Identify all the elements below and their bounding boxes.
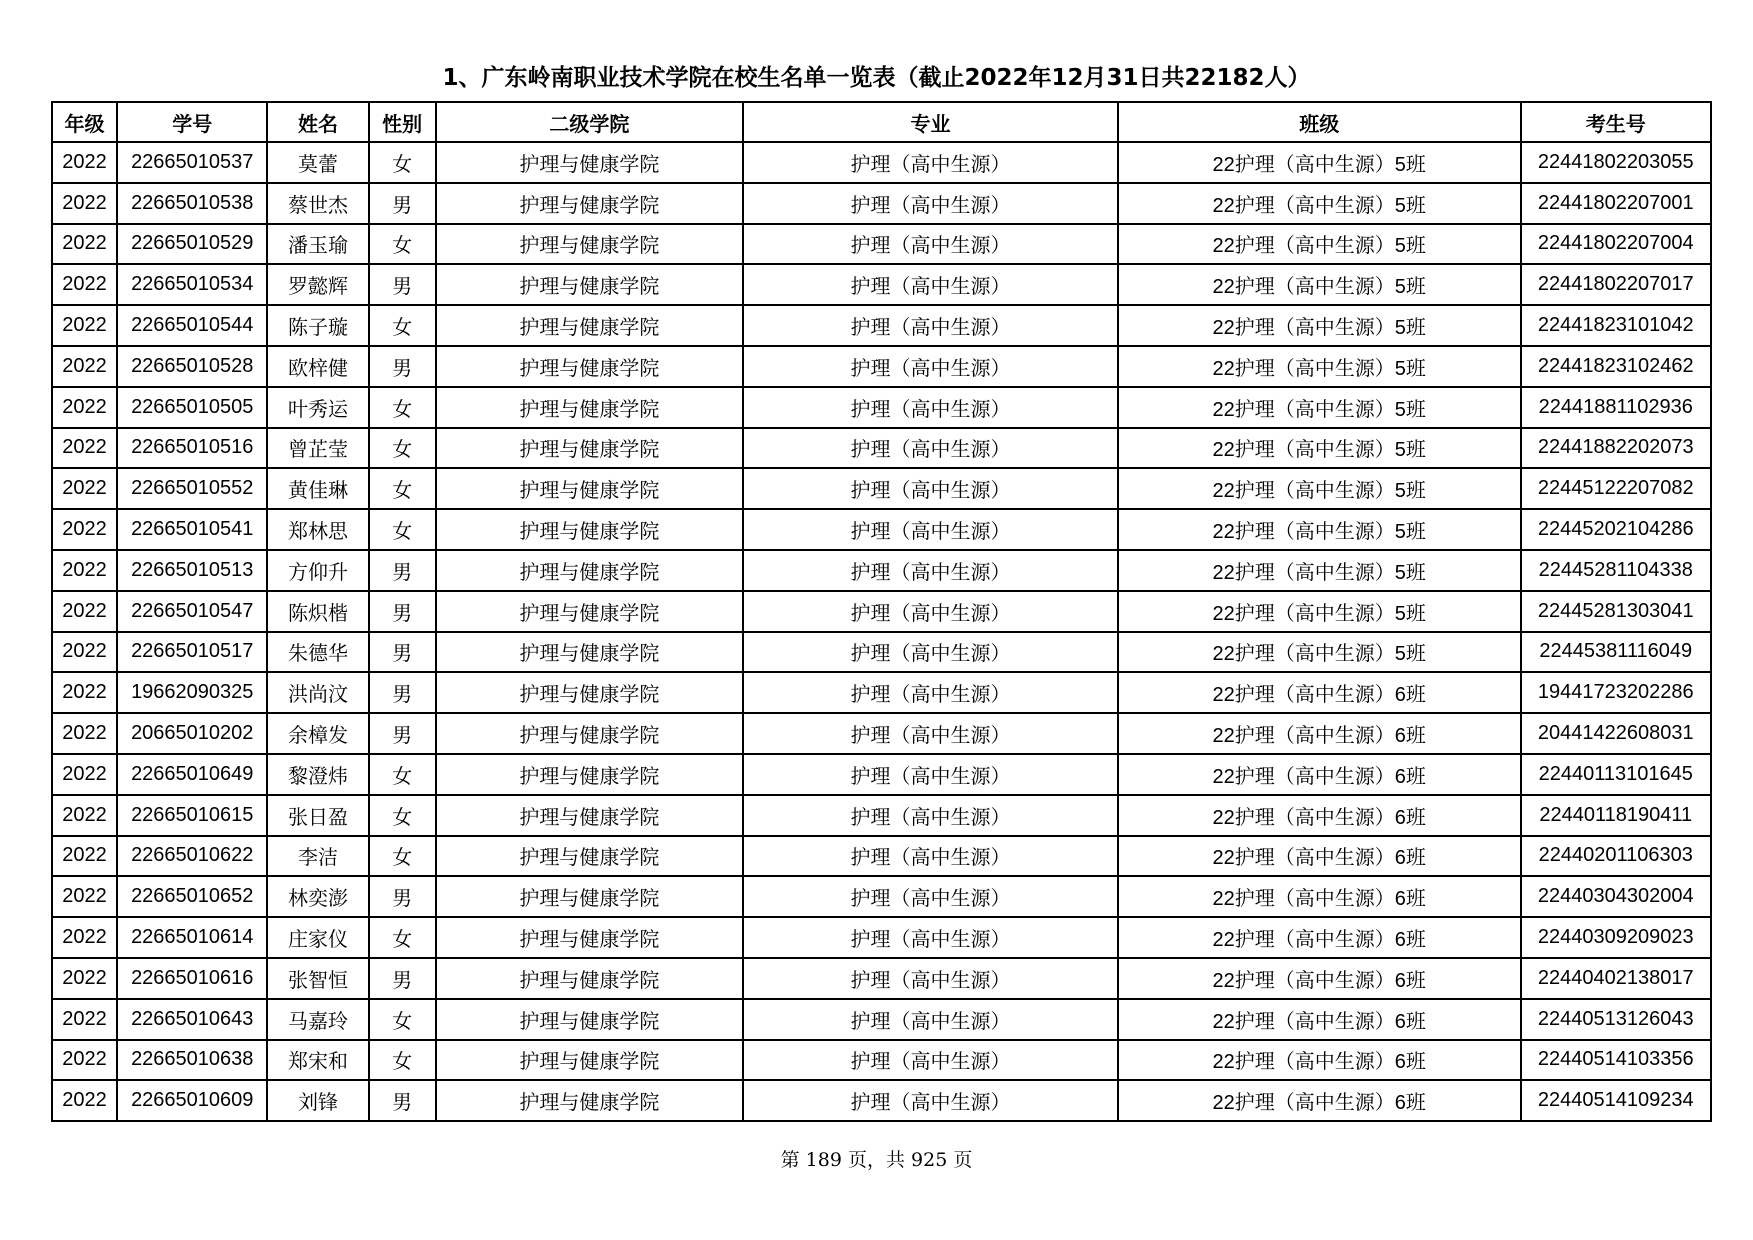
cell-grade: 2022 — [52, 632, 117, 673]
cell-student-id: 22665010538 — [117, 183, 267, 224]
table-row — [52, 550, 1711, 591]
cell-name: 刘锋 — [267, 1080, 368, 1121]
cell-student-id: 22665010517 — [117, 632, 267, 673]
cell-gender: 男 — [369, 958, 436, 999]
cell-college: 护理与健康学院 — [436, 387, 744, 428]
cell-college: 护理与健康学院 — [436, 305, 744, 346]
table-row — [52, 754, 1711, 795]
cell-grade: 2022 — [52, 958, 117, 999]
cell-major: 护理（高中生源） — [743, 264, 1118, 305]
cell-exam-number: 22440304302004 — [1521, 876, 1711, 917]
cell-grade: 2022 — [52, 346, 117, 387]
cell-student-id: 22665010622 — [117, 836, 267, 877]
cell-college: 护理与健康学院 — [436, 917, 744, 958]
table-row — [52, 346, 1711, 387]
cell-student-id: 22665010534 — [117, 264, 267, 305]
student-roster-table — [51, 101, 1712, 1122]
cell-grade: 2022 — [52, 876, 117, 917]
table-row — [52, 713, 1711, 754]
cell-gender: 女 — [369, 224, 436, 265]
table-row — [52, 836, 1711, 877]
cell-student-id: 22665010537 — [117, 142, 267, 183]
cell-class: 22护理（高中生源）5班 — [1118, 550, 1521, 591]
cell-gender: 男 — [369, 632, 436, 673]
cell-gender: 男 — [369, 1080, 436, 1121]
table-row — [52, 632, 1711, 673]
cell-student-id: 22665010609 — [117, 1080, 267, 1121]
cell-grade: 2022 — [52, 468, 117, 509]
cell-name: 方仰升 — [267, 550, 368, 591]
table-row — [52, 672, 1711, 713]
cell-grade: 2022 — [52, 224, 117, 265]
cell-student-id: 22665010552 — [117, 468, 267, 509]
cell-gender: 男 — [369, 876, 436, 917]
table-row — [52, 917, 1711, 958]
cell-grade: 2022 — [52, 836, 117, 877]
cell-gender: 女 — [369, 836, 436, 877]
cell-college: 护理与健康学院 — [436, 224, 744, 265]
cell-class: 22护理（高中生源）6班 — [1118, 836, 1521, 877]
cell-student-id: 22665010544 — [117, 305, 267, 346]
table-row — [52, 468, 1711, 509]
cell-name: 李洁 — [267, 836, 368, 877]
cell-student-id: 22665010649 — [117, 754, 267, 795]
cell-class: 22护理（高中生源）5班 — [1118, 183, 1521, 224]
cell-student-id: 22665010614 — [117, 917, 267, 958]
cell-class: 22护理（高中生源）5班 — [1118, 264, 1521, 305]
cell-exam-number: 22440118190411 — [1521, 795, 1711, 836]
cell-grade: 2022 — [52, 550, 117, 591]
cell-grade: 2022 — [52, 999, 117, 1040]
table-row — [52, 876, 1711, 917]
cell-exam-number: 22441802203055 — [1521, 142, 1711, 183]
cell-name: 陈子璇 — [267, 305, 368, 346]
cell-college: 护理与健康学院 — [436, 591, 744, 632]
cell-gender: 女 — [369, 305, 436, 346]
cell-gender: 女 — [369, 428, 436, 469]
cell-name: 林奕澎 — [267, 876, 368, 917]
cell-major: 护理（高中生源） — [743, 713, 1118, 754]
cell-grade: 2022 — [52, 754, 117, 795]
cell-college: 护理与健康学院 — [436, 264, 744, 305]
cell-major: 护理（高中生源） — [743, 224, 1118, 265]
cell-exam-number: 22440513126043 — [1521, 999, 1711, 1040]
cell-major: 护理（高中生源） — [743, 754, 1118, 795]
cell-student-id: 22665010616 — [117, 958, 267, 999]
header-major: 专业 — [743, 102, 1118, 142]
cell-major: 护理（高中生源） — [743, 142, 1118, 183]
cell-student-id: 22665010547 — [117, 591, 267, 632]
cell-name: 莫蕾 — [267, 142, 368, 183]
header-class: 班级 — [1118, 102, 1521, 142]
cell-major: 护理（高中生源） — [743, 1080, 1118, 1121]
cell-class: 22护理（高中生源）5班 — [1118, 591, 1521, 632]
cell-exam-number: 22441823102462 — [1521, 346, 1711, 387]
cell-class: 22护理（高中生源）6班 — [1118, 713, 1521, 754]
table-header-row — [52, 102, 1711, 142]
cell-name: 张智恒 — [267, 958, 368, 999]
cell-major: 护理（高中生源） — [743, 795, 1118, 836]
header-grade: 年级 — [52, 102, 117, 142]
cell-student-id: 22665010528 — [117, 346, 267, 387]
cell-exam-number: 22445202104286 — [1521, 509, 1711, 550]
cell-major: 护理（高中生源） — [743, 876, 1118, 917]
cell-student-id: 22665010516 — [117, 428, 267, 469]
table-row — [52, 387, 1711, 428]
cell-college: 护理与健康学院 — [436, 876, 744, 917]
cell-name: 庄家仪 — [267, 917, 368, 958]
table-row — [52, 999, 1711, 1040]
cell-exam-number: 22440402138017 — [1521, 958, 1711, 999]
table-row — [52, 591, 1711, 632]
cell-college: 护理与健康学院 — [436, 999, 744, 1040]
cell-grade: 2022 — [52, 305, 117, 346]
cell-class: 22护理（高中生源）5班 — [1118, 509, 1521, 550]
cell-gender: 女 — [369, 468, 436, 509]
cell-name: 郑林思 — [267, 509, 368, 550]
cell-student-id: 20665010202 — [117, 713, 267, 754]
cell-major: 护理（高中生源） — [743, 999, 1118, 1040]
cell-gender: 女 — [369, 387, 436, 428]
cell-exam-number: 22440113101645 — [1521, 754, 1711, 795]
cell-student-id: 22665010513 — [117, 550, 267, 591]
cell-class: 22护理（高中生源）5班 — [1118, 468, 1521, 509]
cell-class: 22护理（高中生源）5班 — [1118, 224, 1521, 265]
cell-student-id: 22665010638 — [117, 1040, 267, 1081]
cell-class: 22护理（高中生源）5班 — [1118, 387, 1521, 428]
cell-college: 护理与健康学院 — [436, 346, 744, 387]
cell-exam-number: 22441823101042 — [1521, 305, 1711, 346]
cell-exam-number: 20441422608031 — [1521, 713, 1711, 754]
cell-grade: 2022 — [52, 672, 117, 713]
cell-grade: 2022 — [52, 183, 117, 224]
cell-exam-number: 22440514103356 — [1521, 1040, 1711, 1081]
table-row — [52, 183, 1711, 224]
cell-gender: 男 — [369, 713, 436, 754]
table-row — [52, 142, 1711, 183]
cell-gender: 女 — [369, 142, 436, 183]
cell-exam-number: 22445122207082 — [1521, 468, 1711, 509]
cell-major: 护理（高中生源） — [743, 550, 1118, 591]
cell-gender: 男 — [369, 346, 436, 387]
cell-major: 护理（高中生源） — [743, 672, 1118, 713]
cell-gender: 女 — [369, 795, 436, 836]
cell-name: 叶秀运 — [267, 387, 368, 428]
cell-name: 欧梓健 — [267, 346, 368, 387]
cell-exam-number: 22440514109234 — [1521, 1080, 1711, 1121]
cell-name: 潘玉瑜 — [267, 224, 368, 265]
cell-gender: 男 — [369, 550, 436, 591]
cell-exam-number: 22441802207017 — [1521, 264, 1711, 305]
cell-exam-number: 22441881102936 — [1521, 387, 1711, 428]
cell-major: 护理（高中生源） — [743, 1040, 1118, 1081]
cell-major: 护理（高中生源） — [743, 428, 1118, 469]
cell-grade: 2022 — [52, 713, 117, 754]
page-title: 1、广东岭南职业技术学院在校生名单一览表（截止2022年12月31日共22182人） — [442, 65, 1311, 91]
cell-name: 罗懿辉 — [267, 264, 368, 305]
cell-grade: 2022 — [52, 142, 117, 183]
cell-name: 郑宋和 — [267, 1040, 368, 1081]
table-row — [52, 795, 1711, 836]
cell-college: 护理与健康学院 — [436, 672, 744, 713]
cell-exam-number: 22441802207004 — [1521, 224, 1711, 265]
cell-grade: 2022 — [52, 795, 117, 836]
cell-class: 22护理（高中生源）5班 — [1118, 346, 1521, 387]
cell-exam-number: 22441882202073 — [1521, 428, 1711, 469]
cell-grade: 2022 — [52, 428, 117, 469]
cell-major: 护理（高中生源） — [743, 917, 1118, 958]
page-footer: 第 189 页，共 925 页 — [780, 1149, 973, 1171]
cell-grade: 2022 — [52, 509, 117, 550]
cell-college: 护理与健康学院 — [436, 550, 744, 591]
cell-name: 陈炽楷 — [267, 591, 368, 632]
cell-grade: 2022 — [52, 591, 117, 632]
header-name: 姓名 — [267, 102, 368, 142]
cell-class: 22护理（高中生源）6班 — [1118, 917, 1521, 958]
cell-gender: 男 — [369, 264, 436, 305]
table-row — [52, 1040, 1711, 1081]
cell-class: 22护理（高中生源）6班 — [1118, 958, 1521, 999]
cell-name: 曾芷莹 — [267, 428, 368, 469]
cell-major: 护理（高中生源） — [743, 958, 1118, 999]
cell-student-id: 22665010615 — [117, 795, 267, 836]
cell-grade: 2022 — [52, 1040, 117, 1081]
cell-college: 护理与健康学院 — [436, 428, 744, 469]
cell-college: 护理与健康学院 — [436, 1080, 744, 1121]
cell-exam-number: 19441723202286 — [1521, 672, 1711, 713]
cell-college: 护理与健康学院 — [436, 713, 744, 754]
cell-student-id: 22665010643 — [117, 999, 267, 1040]
cell-grade: 2022 — [52, 1080, 117, 1121]
cell-class: 22护理（高中生源）5班 — [1118, 428, 1521, 469]
cell-student-id: 22665010541 — [117, 509, 267, 550]
cell-gender: 女 — [369, 1040, 436, 1081]
cell-exam-number: 22441802207001 — [1521, 183, 1711, 224]
table-row — [52, 958, 1711, 999]
cell-name: 黄佳琳 — [267, 468, 368, 509]
cell-student-id: 19662090325 — [117, 672, 267, 713]
cell-name: 蔡世杰 — [267, 183, 368, 224]
cell-name: 余樟发 — [267, 713, 368, 754]
table-row — [52, 1080, 1711, 1121]
cell-college: 护理与健康学院 — [436, 509, 744, 550]
cell-college: 护理与健康学院 — [436, 1040, 744, 1081]
cell-college: 护理与健康学院 — [436, 142, 744, 183]
cell-exam-number: 22445281303041 — [1521, 591, 1711, 632]
cell-student-id: 22665010652 — [117, 876, 267, 917]
cell-class: 22护理（高中生源）6班 — [1118, 754, 1521, 795]
cell-major: 护理（高中生源） — [743, 346, 1118, 387]
cell-major: 护理（高中生源） — [743, 305, 1118, 346]
cell-college: 护理与健康学院 — [436, 754, 744, 795]
table-row — [52, 224, 1711, 265]
header-exam-number: 考生号 — [1521, 102, 1711, 142]
cell-name: 洪尚汶 — [267, 672, 368, 713]
cell-grade: 2022 — [52, 387, 117, 428]
cell-grade: 2022 — [52, 264, 117, 305]
cell-name: 张日盈 — [267, 795, 368, 836]
cell-gender: 女 — [369, 509, 436, 550]
header-student-id: 学号 — [117, 102, 267, 142]
cell-major: 护理（高中生源） — [743, 509, 1118, 550]
cell-major: 护理（高中生源） — [743, 591, 1118, 632]
cell-college: 护理与健康学院 — [436, 183, 744, 224]
cell-class: 22护理（高中生源）5班 — [1118, 305, 1521, 346]
cell-college: 护理与健康学院 — [436, 958, 744, 999]
cell-student-id: 22665010529 — [117, 224, 267, 265]
cell-class: 22护理（高中生源）6班 — [1118, 672, 1521, 713]
cell-class: 22护理（高中生源）6班 — [1118, 1040, 1521, 1081]
cell-gender: 男 — [369, 183, 436, 224]
cell-grade: 2022 — [52, 917, 117, 958]
cell-name: 马嘉玲 — [267, 999, 368, 1040]
table-row — [52, 305, 1711, 346]
table-row — [52, 264, 1711, 305]
cell-class: 22护理（高中生源）6班 — [1118, 795, 1521, 836]
table-row — [52, 428, 1711, 469]
cell-major: 护理（高中生源） — [743, 183, 1118, 224]
cell-exam-number: 22445381116049 — [1521, 632, 1711, 673]
cell-class: 22护理（高中生源）6班 — [1118, 1080, 1521, 1121]
table-body — [52, 142, 1711, 1121]
cell-gender: 女 — [369, 917, 436, 958]
header-gender: 性别 — [369, 102, 436, 142]
cell-college: 护理与健康学院 — [436, 468, 744, 509]
cell-gender: 女 — [369, 754, 436, 795]
cell-exam-number: 22440201106303 — [1521, 836, 1711, 877]
cell-college: 护理与健康学院 — [436, 795, 744, 836]
cell-exam-number: 22440309209023 — [1521, 917, 1711, 958]
cell-college: 护理与健康学院 — [436, 632, 744, 673]
cell-gender: 男 — [369, 591, 436, 632]
cell-student-id: 22665010505 — [117, 387, 267, 428]
cell-major: 护理（高中生源） — [743, 387, 1118, 428]
cell-class: 22护理（高中生源）6班 — [1118, 876, 1521, 917]
cell-major: 护理（高中生源） — [743, 836, 1118, 877]
cell-name: 朱德华 — [267, 632, 368, 673]
cell-college: 护理与健康学院 — [436, 836, 744, 877]
cell-exam-number: 22445281104338 — [1521, 550, 1711, 591]
cell-major: 护理（高中生源） — [743, 468, 1118, 509]
cell-name: 黎澄炜 — [267, 754, 368, 795]
header-college: 二级学院 — [436, 102, 744, 142]
cell-class: 22护理（高中生源）5班 — [1118, 632, 1521, 673]
cell-major: 护理（高中生源） — [743, 632, 1118, 673]
cell-class: 22护理（高中生源）6班 — [1118, 999, 1521, 1040]
cell-gender: 女 — [369, 999, 436, 1040]
table-row — [52, 509, 1711, 550]
cell-class: 22护理（高中生源）5班 — [1118, 142, 1521, 183]
cell-gender: 男 — [369, 672, 436, 713]
